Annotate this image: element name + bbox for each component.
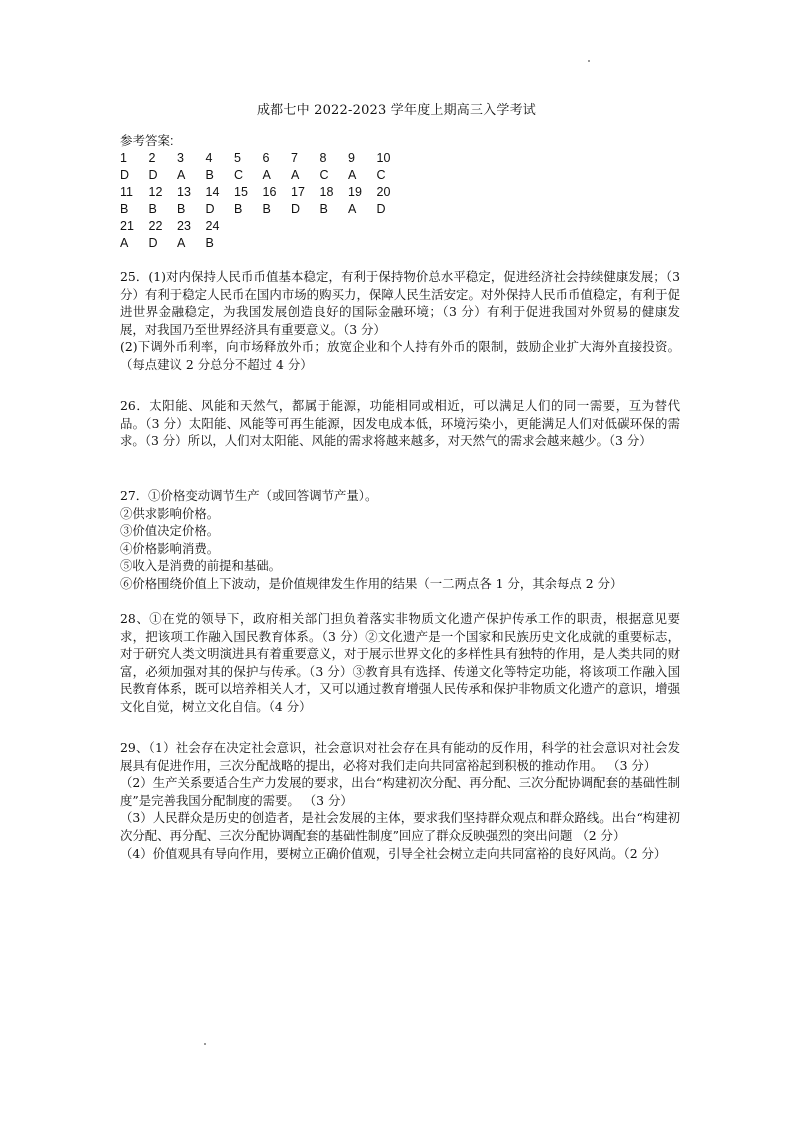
question-number: 23 bbox=[177, 219, 191, 233]
answer-letter: D bbox=[148, 236, 158, 250]
answer-letter: A bbox=[291, 168, 300, 182]
answer-letter: D bbox=[148, 168, 158, 182]
q27-point: ②供求影响价格。 bbox=[120, 505, 220, 521]
q28-text: 28、①在党的领导下，政府相关部门担负着落实非物质文化遗产保护传承工作的职责，根据意见要求，把该项工作融入国民教育体系。（3 分）②文化遗产是一个国家和民族历史文化成就的重要标志，对于研究人类文明演进具有着重要意义，对于展示世界文化的多样性具有独特的作用，是人类共同的财富，必须加强对其的保护与传承。（3 分）③教育具有选择、传递文化等特定功能，将该项工作融入国民教育体系，既可以培养相关人才，又可以通过教育增强人民传承和保护非物质文化遗产的意识，增强文化自觉，树立文化自信。（4 分） bbox=[120, 611, 680, 714]
answer-letter: B bbox=[262, 202, 271, 216]
answer-key bbox=[120, 134, 405, 252]
answer-letter: B bbox=[205, 168, 214, 182]
q27-point: 27．①价格变动调节生产（或回答调节产量）。 bbox=[120, 488, 378, 503]
question-number: 19 bbox=[348, 185, 362, 199]
answer-letter: A bbox=[120, 236, 129, 250]
question-28-answer bbox=[120, 610, 680, 716]
question-26-answer bbox=[120, 397, 680, 450]
answer-letter: C bbox=[376, 168, 386, 182]
question-number: 22 bbox=[148, 219, 163, 233]
question-number: 13 bbox=[177, 185, 191, 199]
answer-letter: D bbox=[120, 168, 130, 182]
answer-grid bbox=[120, 150, 405, 252]
question-number: 4 bbox=[205, 151, 213, 165]
question-number: 6 bbox=[262, 151, 270, 165]
question-number: 7 bbox=[291, 151, 298, 165]
q26-text: 26．太阳能、风能和天然气，都属于能源，功能相同或相近，可以满足人们的同一需要，互为替代品。（3 分）太阳能、风能等可再生能源，因发电成本低，环境污染小，更能满足人们对低碳环保的需求。（3 分）所以，人们对太阳能、风能的需求将越来越多，对天然气的需求会越来越少。（3 分） bbox=[120, 398, 680, 449]
q29-part-4: （4）价值观具有导向作用，要树立正确价值观，引导全社会树立走向共同富裕的良好风尚。（2 分） bbox=[120, 845, 667, 861]
answer-letter: B bbox=[177, 202, 186, 216]
answer-letter: A bbox=[177, 168, 186, 182]
exam-title: 成都七中 2022-2023 学年度上期高三入学考试 bbox=[256, 103, 537, 118]
q29-part-3: （3）人民群众是历史的创造者，是社会发展的主体，要求我们坚持群众观点和群众路线。出台“构建初次分配、再分配、三次分配协调配套的基础性制度”回应了群众反映强烈的突出问题 （2 分） bbox=[120, 810, 680, 843]
question-number-row bbox=[120, 184, 405, 201]
question-number: 17 bbox=[291, 185, 305, 199]
answer-letter-row bbox=[120, 235, 405, 252]
scan-speck bbox=[588, 60, 590, 62]
answer-letter-row bbox=[120, 201, 405, 218]
question-number: 8 bbox=[319, 151, 327, 165]
q29-part-2: （2）生产关系要适合生产力发展的要求，出台“构建初次分配、再分配、三次分配协调配套的基础性制度”是完善我国分配制度的需要。 （3 分） bbox=[120, 775, 680, 808]
question-25-answer bbox=[120, 268, 680, 374]
answer-key-label: 参考答案: bbox=[120, 134, 174, 148]
question-number: 5 bbox=[234, 151, 241, 165]
question-27-answer bbox=[120, 487, 680, 593]
answer-letter: B bbox=[120, 202, 129, 216]
scan-speck bbox=[204, 1043, 206, 1045]
question-number: 15 bbox=[234, 185, 248, 199]
answer-letter: B bbox=[319, 202, 328, 216]
question-number: 10 bbox=[376, 151, 391, 165]
question-number: 21 bbox=[120, 219, 134, 233]
answer-letter: A bbox=[262, 168, 271, 182]
question-number: 12 bbox=[148, 185, 163, 199]
q25-part-2: (2)下调外币利率，向市场释放外币；放宽企业和个人持有外币的限制，鼓励企业扩大海外直接投资。（每点建议 2 分总分不超过 4 分） bbox=[120, 339, 680, 372]
question-29-answer bbox=[120, 739, 680, 862]
question-number: 16 bbox=[262, 185, 277, 199]
answer-letter-row bbox=[120, 167, 405, 184]
question-number: 9 bbox=[348, 151, 355, 165]
question-number-row bbox=[120, 218, 405, 235]
answer-letter: D bbox=[205, 202, 215, 216]
q27-point: ⑤收入是消费的前提和基础。 bbox=[120, 558, 282, 574]
question-number-row bbox=[120, 150, 405, 167]
answer-letter: C bbox=[234, 168, 244, 182]
q25-part-1: 25．(1)对内保持人民币币值基本稳定，有利于保持物价总水平稳定，促进经济社会持续健康发展；（3 分）有利于稳定人民币在国内市场的购买力，保障人民生活安定。对外保持人民币币值稳定，有利于促进世界金融稳定，为我国发展创造良好的国际金融环境；（3 分）有利于促进我国对外贸易的健康发展，对我国乃至世界经济具有重要意义。（3 分） bbox=[120, 269, 680, 337]
answer-letter: B bbox=[205, 236, 214, 250]
answer-letter: A bbox=[348, 168, 357, 182]
answer-letter: C bbox=[319, 168, 329, 182]
answer-letter: A bbox=[177, 236, 186, 250]
answer-letter: B bbox=[148, 202, 157, 216]
q29-part-1: 29、（1）社会存在决定社会意识，社会意识对社会存在具有能动的反作用，科学的社会意识对社会发展具有促进作用，三次分配战略的提出，必将对我们走向共同富裕起到积极的推动作用。 （3 分） bbox=[120, 740, 680, 773]
q27-point: ④价格影响消费。 bbox=[120, 540, 220, 556]
question-number: 14 bbox=[205, 185, 220, 199]
q27-point: ⑥价格围绕价值上下波动，是价值规律发生作用的结果（一二两点各 1 分，其余每点 2 分） bbox=[120, 575, 623, 591]
answer-letter: A bbox=[348, 202, 357, 216]
q27-point: ③价值决定价格。 bbox=[120, 523, 220, 539]
question-number: 18 bbox=[319, 185, 334, 199]
answer-letter: B bbox=[234, 202, 243, 216]
question-number: 20 bbox=[376, 185, 391, 199]
question-number: 2 bbox=[148, 151, 156, 165]
question-number: 1 bbox=[120, 151, 127, 165]
answer-letter: D bbox=[376, 202, 386, 216]
answer-letter: D bbox=[291, 202, 301, 216]
question-number: 3 bbox=[177, 151, 184, 165]
question-number: 11 bbox=[120, 185, 133, 199]
question-number: 24 bbox=[205, 219, 220, 233]
